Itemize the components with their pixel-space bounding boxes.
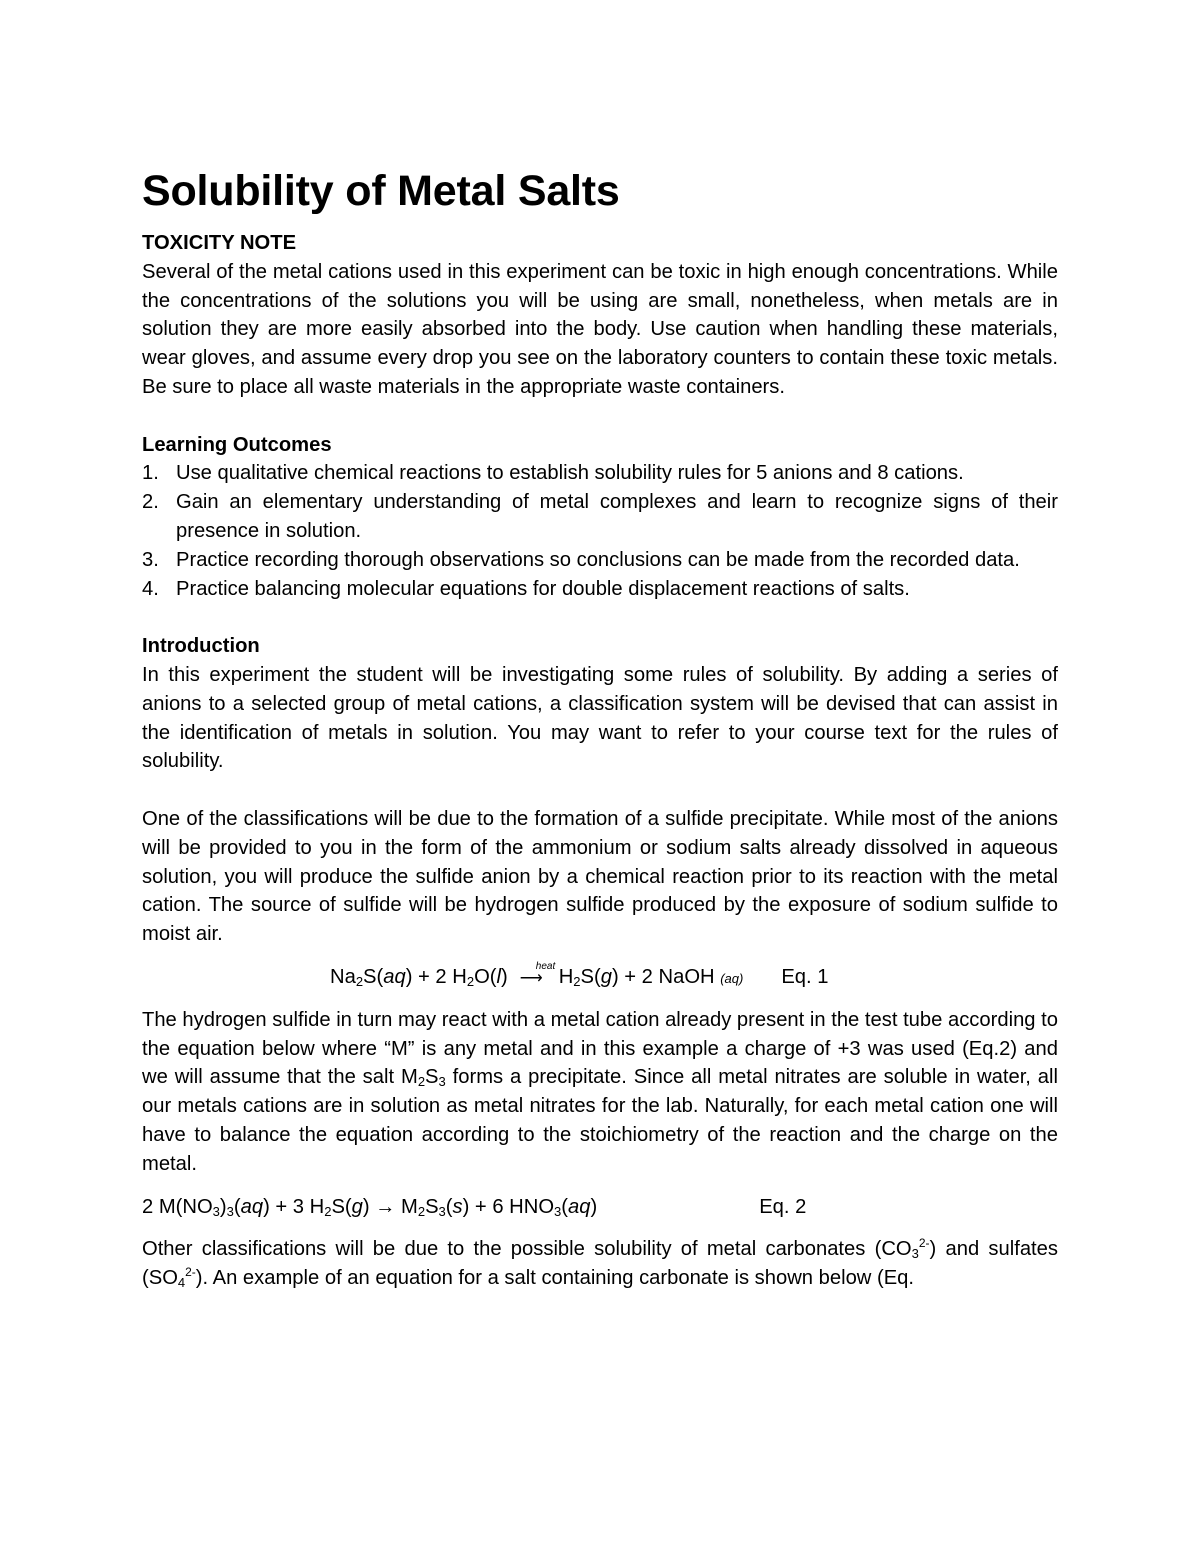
introduction-paragraph-1: In this experiment the student will be investigating some rules of solubility. By adding a series of anions to a selected group of metal cations, a classification system will be devised that can assist in the identification of metals in solution. You may want to refer to your course text for the rules of solubility. (142, 663, 1058, 773)
heat-label: heat (535, 960, 556, 972)
list-item-text: Practice balancing molecular equations for double displacement reactions of salts. (176, 577, 910, 600)
equation-2-label: Eq. 2 (759, 1195, 807, 1218)
list-item-text: Gain an elementary understanding of metal complexes and learn to recognize signs of their presence in solution. (176, 491, 1058, 542)
list-item-number: 1. (142, 462, 159, 485)
introduction-paragraph-2: One of the classifications will be due to the formation of a sulfide precipitate. While most of the anions will be provided to you in the form of the ammonium or sodium salts already dissolved in aqueous solution, you will produce the sulfide anion by a chemical reaction prior to its reaction with the metal cation. The source of sulfide will be hydrogen sulfide produced by the exposure of sodium sulfide to moist air. (142, 807, 1058, 946)
list-item-number: 3. (142, 548, 159, 571)
eq2-body: 2 $M(NO_3)_3(aq) + 3$ $H_2S(g) \to M_2S_3(s) + 6$ $HNO_3(aq)$ (142, 1195, 598, 1219)
page-title: Solubility of Metal Salts (142, 167, 620, 215)
list-item-text: Use qualitative chemical reactions to establish solubility rules for 5 anions and 8 cations. (176, 462, 964, 485)
reaction-arrow-icon: heat ⟶ (520, 965, 543, 994)
outcomes-heading: Learning Outcomes (142, 433, 332, 456)
spacer (142, 603, 1058, 632)
spacer (142, 776, 1058, 805)
equation-2 (142, 1193, 1058, 1222)
outcomes-list (142, 459, 1058, 603)
eq1-products: $H_2S(g) + 2$ NaOH (aq) (558, 965, 744, 989)
list-item (142, 575, 1058, 604)
list-item-number: 2. (142, 491, 159, 514)
list-item-number: 4. (142, 577, 159, 600)
spacer (142, 402, 1058, 431)
toxicity-paragraph: Several of the metal cations used in this experiment can be toxic in high enough concentrations. While the concentrations of the solutions you will be using are small, nonetheless, when metals are in solution they are more easily absorbed into the body. Use caution when handling these materials, wear gloves, and assume every drop you see on the laboratory counters to contain these toxic metals. Be sure to place all waste materials in the appropriate waste containers. (142, 260, 1058, 398)
document-page (142, 165, 1058, 1293)
list-item (142, 488, 1058, 546)
eq1-reactants: $Na_2S(aq) + 2$ $H_2O(l)$ (330, 965, 508, 989)
list-item-text: Practice recording thorough observations so conclusions can be made from the recorded data. (176, 548, 1020, 571)
introduction-paragraph-4: Other classifications will be due to the possible solubility of metal carbonates $(CO_3^{2-})$ and sulfates $(SO_4^{2-})$. An example of an equation for a salt containing carbonate is shown below (Eq. (142, 1236, 1058, 1291)
introduction-heading: Introduction (142, 635, 260, 658)
toxicity-heading: TOXICITY NOTE (142, 232, 297, 254)
list-item (142, 546, 1058, 575)
introduction-paragraph-3: The hydrogen sulfide in turn may react with a metal cation already present in the test tube according to the equation below where “M” is any metal and in this example a charge of +3 was used (Eq.2) and we will assume that the salt $M_2S_3$ forms a precipitate. Since all metal nitrates are soluble in water, all our metals cations are in solution as metal nitrates for the lab. Naturally, for each metal cation one will have to balance the equation according to the stoichiometry of the reaction and the charge on the metal. (142, 1008, 1058, 1175)
equation-1-label: Eq. 1 (781, 965, 829, 988)
list-item (142, 459, 1058, 488)
equation-1 (142, 960, 1058, 992)
